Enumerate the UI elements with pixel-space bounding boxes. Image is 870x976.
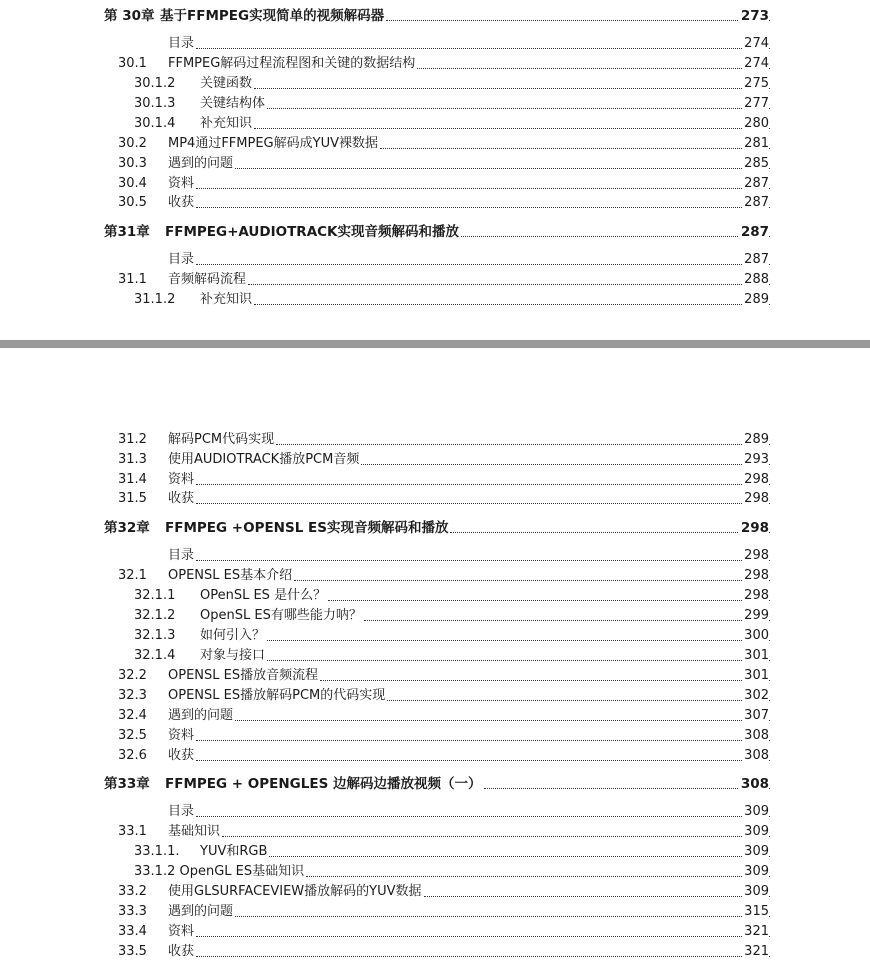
toc-leader-dots bbox=[196, 816, 770, 817]
toc-entry-number: 32.1.4 bbox=[134, 648, 176, 663]
toc-leader-dots bbox=[254, 304, 770, 305]
toc-page-number: 309 bbox=[744, 864, 769, 879]
toc-leader-dots bbox=[328, 600, 770, 601]
toc-entry-number: 32.1.1 bbox=[134, 588, 176, 603]
toc-entry[interactable] bbox=[0, 666, 870, 686]
toc-leader-dots bbox=[267, 108, 770, 109]
toc-entry[interactable] bbox=[0, 154, 870, 174]
toc-entry-title: 对象与接口 bbox=[200, 648, 266, 663]
toc-leader-dots bbox=[267, 640, 770, 641]
toc-entry-number: 33.1.1. bbox=[134, 844, 180, 859]
toc-entry[interactable] bbox=[0, 174, 870, 194]
toc-page-number: 273 bbox=[740, 8, 769, 24]
toc-entry-number: 32.6 bbox=[118, 748, 147, 763]
toc-entry-number: 33.2 bbox=[118, 884, 147, 899]
toc-leader-dots bbox=[196, 740, 770, 741]
toc-entry-number: 32.1.2 bbox=[134, 608, 176, 623]
toc-entry-number: 30.1.2 bbox=[134, 76, 176, 91]
toc-page-number: 307 bbox=[744, 708, 769, 723]
toc-entry-title: 补充知识 bbox=[200, 292, 253, 307]
toc-leader-dots bbox=[254, 128, 770, 129]
toc-entry-title: OPENSL ES播放解码PCM的代码实现 bbox=[168, 688, 386, 703]
toc-entry[interactable] bbox=[0, 193, 870, 213]
toc-entry[interactable] bbox=[0, 290, 870, 310]
toc-leader-dots bbox=[417, 68, 770, 69]
toc-chapter-entry[interactable] bbox=[0, 774, 870, 794]
toc-entry[interactable] bbox=[0, 134, 870, 154]
toc-entry[interactable] bbox=[0, 882, 870, 902]
toc-entry-title: 目录 bbox=[168, 804, 195, 819]
toc-entry[interactable] bbox=[0, 489, 870, 509]
toc-entry-number: 32.3 bbox=[118, 688, 147, 703]
toc-entry-title: 资料 bbox=[168, 924, 195, 939]
toc-entry[interactable] bbox=[0, 606, 870, 626]
toc-leader-dots bbox=[196, 207, 770, 208]
toc-entry-number: 30.4 bbox=[118, 176, 147, 191]
toc-entry-title: 33.1.2 OpenGL ES基础知识 bbox=[134, 864, 305, 879]
toc-entry[interactable] bbox=[0, 250, 870, 270]
toc-page-number: 298 bbox=[744, 568, 769, 583]
toc-leader-dots bbox=[248, 284, 770, 285]
toc-page-number: 287 bbox=[744, 176, 769, 191]
toc-entry-number: 31.2 bbox=[118, 432, 147, 447]
toc-entry-number: 30.2 bbox=[118, 136, 147, 151]
toc-entry[interactable] bbox=[0, 746, 870, 766]
toc-chapter-entry[interactable] bbox=[0, 222, 870, 242]
toc-entry-title: 资料 bbox=[168, 728, 195, 743]
toc-page-number: 293 bbox=[744, 452, 769, 467]
toc-entry-number: 第32章 bbox=[104, 520, 150, 536]
toc-entry-title: 如何引入？ bbox=[200, 628, 266, 643]
toc-entry[interactable] bbox=[0, 54, 870, 74]
toc-entry-number: 31.5 bbox=[118, 491, 147, 506]
toc-leader-dots bbox=[484, 788, 770, 789]
toc-page-number: 308 bbox=[744, 728, 769, 743]
toc-entry-title: OPENSL ES播放音频流程 bbox=[168, 668, 319, 683]
toc-page-top bbox=[0, 0, 870, 340]
toc-leader-dots bbox=[461, 236, 770, 237]
toc-page-number: 274 bbox=[744, 56, 769, 71]
toc-entry-title: 资料 bbox=[168, 472, 195, 487]
toc-chapter-entry[interactable] bbox=[0, 518, 870, 538]
toc-entry[interactable] bbox=[0, 726, 870, 746]
toc-entry[interactable] bbox=[0, 430, 870, 450]
toc-entry-number: 32.1.3 bbox=[134, 628, 176, 643]
toc-entry-number: 31.3 bbox=[118, 452, 147, 467]
toc-leader-dots bbox=[196, 936, 770, 937]
toc-leader-dots bbox=[196, 503, 770, 504]
toc-entry[interactable] bbox=[0, 450, 870, 470]
toc-page-number: 289 bbox=[744, 432, 769, 447]
toc-entry-title: FFMPEG+AUDIOTRACK实现音频解码和播放 bbox=[165, 224, 460, 240]
toc-entry-title: FFMPEG +OPENSL ES实现音频解码和播放 bbox=[165, 520, 449, 536]
toc-entry[interactable] bbox=[0, 862, 870, 882]
toc-page-number: 302 bbox=[744, 688, 769, 703]
toc-entry-number: 32.1 bbox=[118, 568, 147, 583]
toc-entry[interactable] bbox=[0, 586, 870, 606]
toc-page-number: 299 bbox=[744, 608, 769, 623]
toc-entry[interactable] bbox=[0, 94, 870, 114]
toc-leader-dots bbox=[450, 532, 770, 533]
toc-entry-number: 33.1 bbox=[118, 824, 147, 839]
toc-page-number: 281 bbox=[744, 136, 769, 151]
toc-entry-title: 关键函数 bbox=[200, 76, 253, 91]
toc-entry-title: 关键结构体 bbox=[200, 96, 266, 111]
toc-leader-dots bbox=[267, 660, 770, 661]
toc-page-number: 275 bbox=[744, 76, 769, 91]
toc-entry-number: 第 30章 bbox=[104, 8, 155, 24]
toc-entry-number: 第31章 bbox=[104, 224, 150, 240]
toc-entry-title: 补充知识 bbox=[200, 116, 253, 131]
toc-page-number: 288 bbox=[744, 272, 769, 287]
toc-entry-title: OpenSL ES有哪些能力呐？ bbox=[200, 608, 362, 623]
toc-page-number: 309 bbox=[744, 844, 769, 859]
toc-page-number: 274 bbox=[744, 36, 769, 51]
toc-entry[interactable] bbox=[0, 902, 870, 922]
toc-leader-dots bbox=[235, 168, 770, 169]
toc-entry-number: 33.3 bbox=[118, 904, 147, 919]
toc-page-number: 298 bbox=[744, 491, 769, 506]
toc-entry[interactable] bbox=[0, 942, 870, 962]
toc-entry[interactable] bbox=[0, 470, 870, 490]
toc-page-number: 315 bbox=[744, 904, 769, 919]
toc-page-number: 298 bbox=[744, 472, 769, 487]
toc-entry-number: 31.4 bbox=[118, 472, 147, 487]
toc-entry-number: 30.1.4 bbox=[134, 116, 176, 131]
toc-entry-title: 目录 bbox=[168, 252, 195, 267]
toc-page-number: 289 bbox=[744, 292, 769, 307]
toc-page-bottom bbox=[0, 348, 870, 976]
toc-entry-title: 收获 bbox=[168, 491, 195, 506]
toc-leader-dots bbox=[235, 720, 770, 721]
toc-page-number: 298 bbox=[744, 588, 769, 603]
toc-entry-number: 32.4 bbox=[118, 708, 147, 723]
toc-leader-dots bbox=[196, 264, 770, 265]
toc-leader-dots bbox=[364, 620, 770, 621]
toc-leader-dots bbox=[387, 700, 770, 701]
toc-entry[interactable] bbox=[0, 270, 870, 290]
toc-entry-title: OPenSL ES 是什么？ bbox=[200, 588, 327, 603]
toc-entry-title: YUV和RGB bbox=[200, 844, 268, 859]
toc-leader-dots bbox=[294, 580, 770, 581]
toc-page-number: 301 bbox=[744, 668, 769, 683]
toc-leader-dots bbox=[196, 48, 770, 49]
toc-entry-number: 33.4 bbox=[118, 924, 147, 939]
toc-page-number: 285 bbox=[744, 156, 769, 171]
toc-entry[interactable] bbox=[0, 34, 870, 54]
toc-entry-number: 30.1.3 bbox=[134, 96, 176, 111]
toc-entry[interactable] bbox=[0, 706, 870, 726]
toc-leader-dots bbox=[380, 148, 770, 149]
toc-page-number: 301 bbox=[744, 648, 769, 663]
toc-entry-title: 使用AUDIOTRACK播放PCM音频 bbox=[168, 452, 360, 467]
toc-entry-number: 30.1 bbox=[118, 56, 147, 71]
toc-leader-dots bbox=[269, 856, 770, 857]
toc-entry[interactable] bbox=[0, 922, 870, 942]
toc-page-number: 298 bbox=[740, 520, 769, 536]
toc-page-number: 309 bbox=[744, 804, 769, 819]
toc-entry-title: OPENSL ES基本介绍 bbox=[168, 568, 293, 583]
toc-leader-dots bbox=[424, 896, 770, 897]
toc-leader-dots bbox=[254, 88, 770, 89]
toc-entry-number: 第33章 bbox=[104, 776, 150, 792]
toc-leader-dots bbox=[306, 876, 770, 877]
toc-entry-title: 音频解码流程 bbox=[168, 272, 247, 287]
toc-entry-title: 基础知识 bbox=[168, 824, 221, 839]
toc-entry-title: 收获 bbox=[168, 944, 195, 959]
toc-page-number: 309 bbox=[744, 824, 769, 839]
toc-page-number: 321 bbox=[744, 924, 769, 939]
toc-entry[interactable] bbox=[0, 646, 870, 666]
toc-entry[interactable] bbox=[0, 842, 870, 862]
toc-entry[interactable] bbox=[0, 686, 870, 706]
toc-chapter-entry[interactable] bbox=[0, 6, 870, 26]
toc-entry-title: 收获 bbox=[168, 748, 195, 763]
toc-page-number: 321 bbox=[744, 944, 769, 959]
toc-entry-title: 遇到的问题 bbox=[168, 904, 234, 919]
toc-page-number: 277 bbox=[744, 96, 769, 111]
toc-entry[interactable] bbox=[0, 822, 870, 842]
page-separator bbox=[0, 340, 870, 348]
toc-leader-dots bbox=[196, 760, 770, 761]
toc-entry-title: 目录 bbox=[168, 36, 195, 51]
toc-entry-title: MP4通过FFMPEG解码成YUV裸数据 bbox=[168, 136, 378, 151]
toc-entry[interactable] bbox=[0, 802, 870, 822]
toc-leader-dots bbox=[196, 188, 770, 189]
toc-leader-dots bbox=[222, 836, 770, 837]
toc-entry-title: 目录 bbox=[168, 548, 195, 563]
toc-entry-number: 30.5 bbox=[118, 195, 147, 210]
toc-entry-title: 解码PCM代码实现 bbox=[168, 432, 275, 447]
toc-leader-dots bbox=[196, 560, 770, 561]
toc-leader-dots bbox=[276, 444, 770, 445]
toc-leader-dots bbox=[361, 464, 770, 465]
toc-entry-number: 32.2 bbox=[118, 668, 147, 683]
toc-entry[interactable] bbox=[0, 546, 870, 566]
toc-leader-dots bbox=[196, 484, 770, 485]
toc-entry-number: 30.3 bbox=[118, 156, 147, 171]
toc-entry-title: 遇到的问题 bbox=[168, 708, 234, 723]
toc-page-number: 300 bbox=[744, 628, 769, 643]
toc-page-number: 309 bbox=[744, 884, 769, 899]
toc-entry-title: FFMPEG + OPENGLES 边解码边播放视频（一） bbox=[165, 776, 482, 792]
toc-page-number: 287 bbox=[744, 195, 769, 210]
toc-entry[interactable] bbox=[0, 74, 870, 94]
toc-page-number: 287 bbox=[744, 252, 769, 267]
toc-entry-number: 32.5 bbox=[118, 728, 147, 743]
toc-entry-title: FFMPEG解码过程流程图和关键的数据结构 bbox=[168, 56, 416, 71]
toc-page-number: 287 bbox=[740, 224, 769, 240]
toc-entry-number: 33.5 bbox=[118, 944, 147, 959]
toc-entry-number: 31.1 bbox=[118, 272, 147, 287]
toc-entry[interactable] bbox=[0, 114, 870, 134]
toc-entry-title: 遇到的问题 bbox=[168, 156, 234, 171]
toc-page-number: 298 bbox=[744, 548, 769, 563]
toc-entry[interactable] bbox=[0, 626, 870, 646]
toc-entry-title: 资料 bbox=[168, 176, 195, 191]
toc-entry-title: 使用GLSURFACEVIEW播放解码的YUV数据 bbox=[168, 884, 422, 899]
toc-entry-title: 收获 bbox=[168, 195, 195, 210]
toc-entry-title: 基于FFMPEG实现简单的视频解码器 bbox=[160, 8, 385, 24]
toc-entry[interactable] bbox=[0, 566, 870, 586]
toc-page-number: 308 bbox=[744, 748, 769, 763]
toc-leader-dots bbox=[235, 916, 770, 917]
toc-page-number: 280 bbox=[744, 116, 769, 131]
toc-entry-number: 31.1.2 bbox=[134, 292, 176, 307]
toc-leader-dots bbox=[320, 680, 770, 681]
toc-page-number: 308 bbox=[740, 776, 769, 792]
toc-leader-dots bbox=[196, 956, 770, 957]
toc-leader-dots bbox=[386, 20, 770, 21]
